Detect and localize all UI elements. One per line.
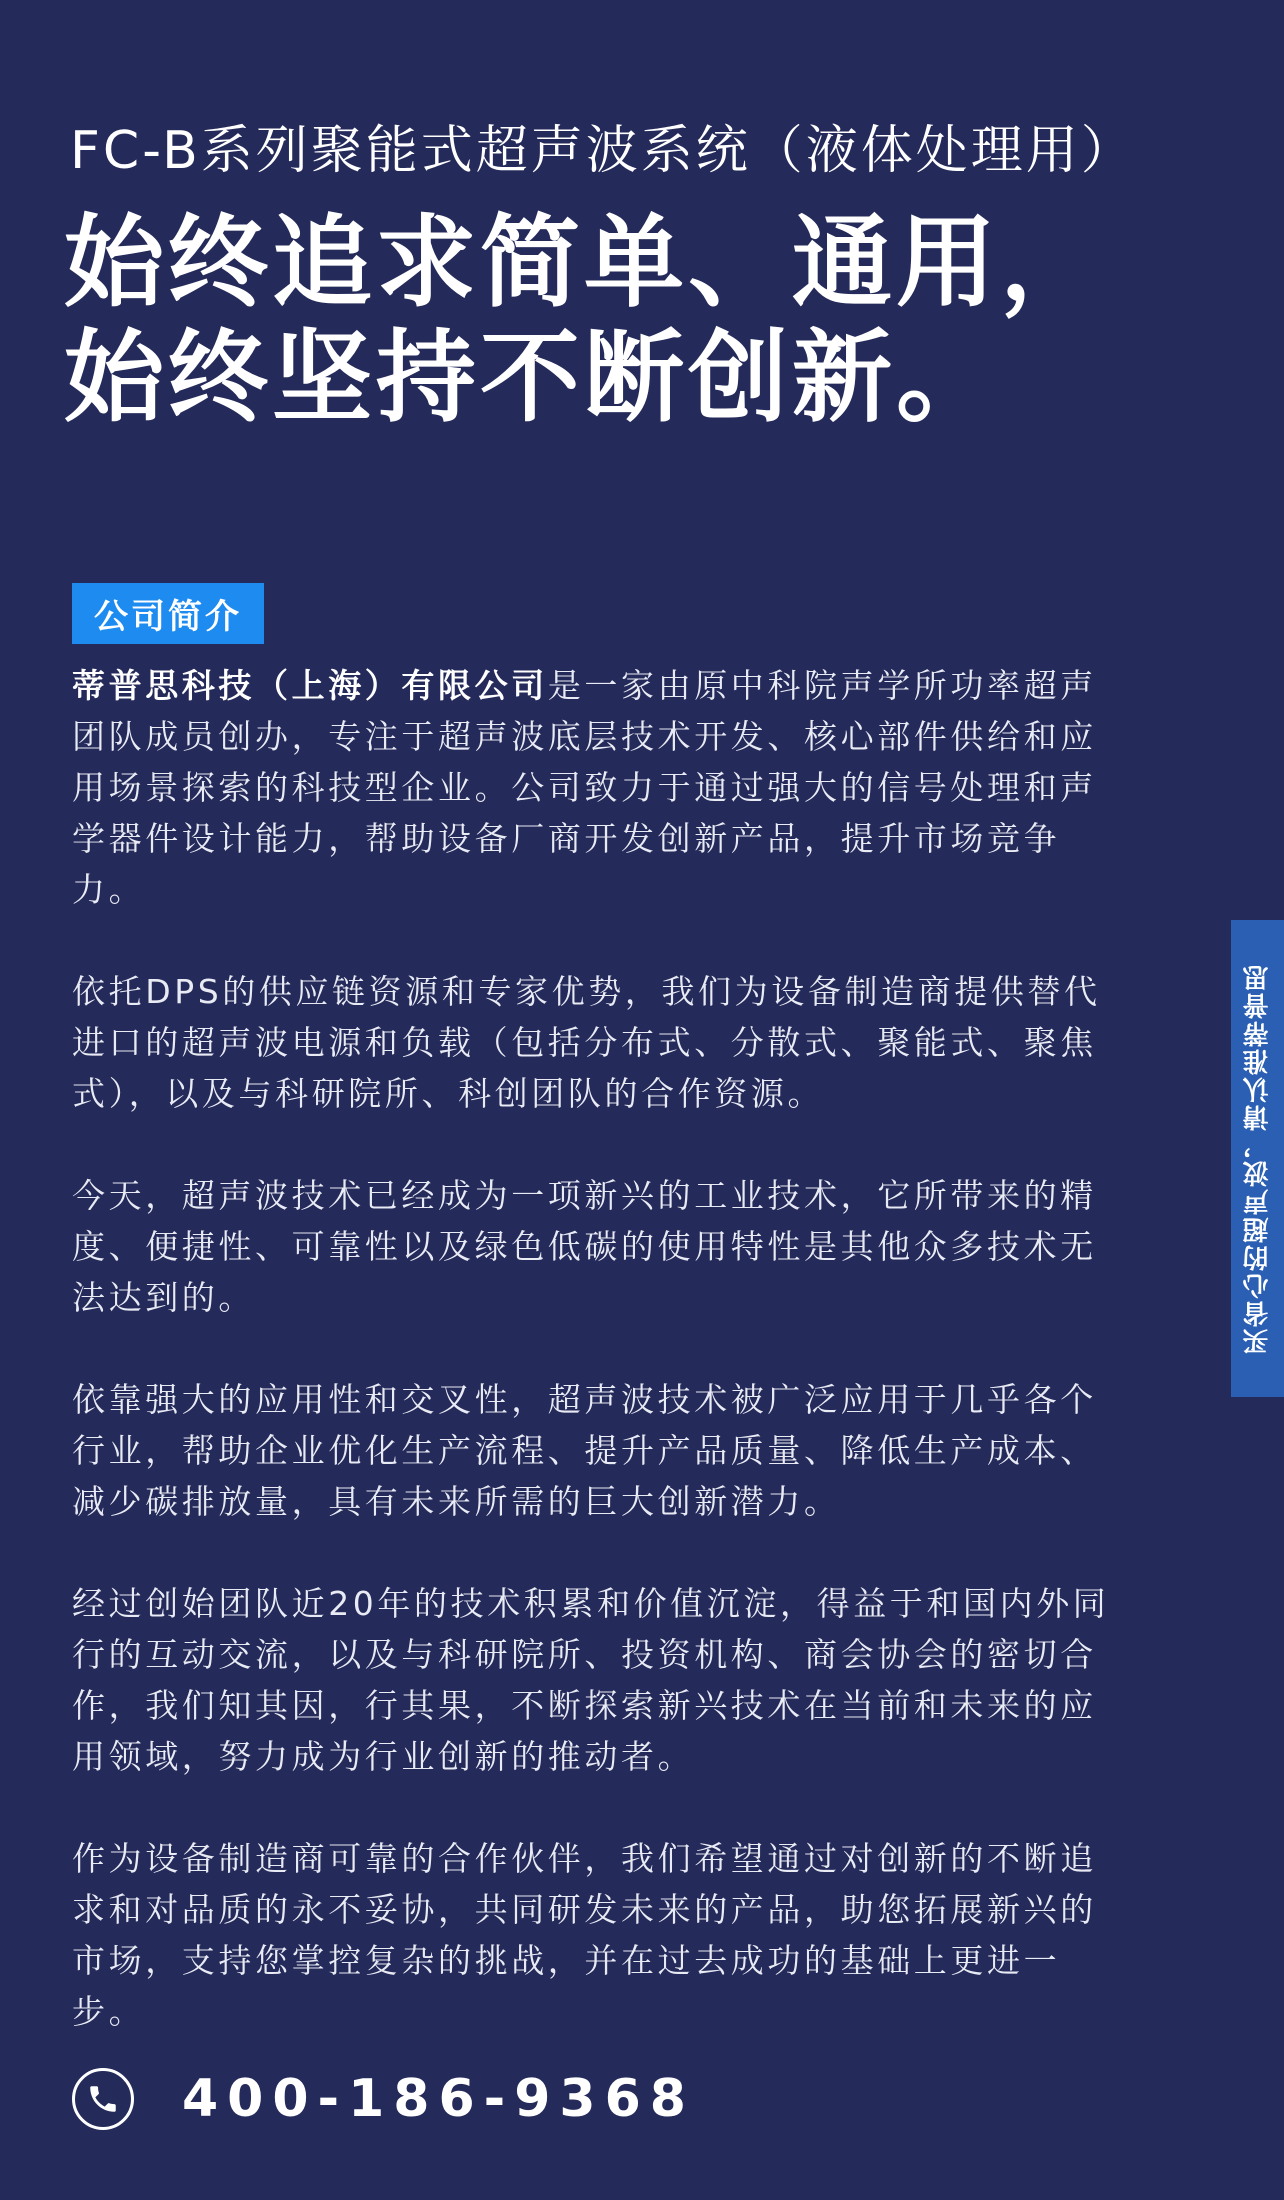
- phone-icon: [72, 2068, 134, 2130]
- paragraph-4: 依靠强大的应用性和交叉性，超声波技术被广泛应用于几乎各个行业，帮助企业优化生产流程、提升产品质量、降低生产成本、减少碳排放量，具有未来所需的巨大创新潜力。: [72, 1380, 1097, 1521]
- company-name: 蒂普思科技（上海）有限公司: [72, 666, 548, 705]
- paragraph-3: 今天，超声波技术已经成为一项新兴的工业技术，它所带来的精度、便捷性、可靠性以及绿色低碳的使用特性是其他众多技术无法达到的。: [72, 1176, 1097, 1317]
- paragraph-6: 作为设备制造商可靠的合作伙伴，我们希望通过对创新的不断追求和对品质的永不妥协，共同研发未来的产品，助您拓展新兴的市场，支持您掌控复杂的挑战，并在过去成功的基础上更进一步。: [72, 1839, 1097, 2031]
- headline-line-1: 始终追求简单、通用，: [64, 204, 1104, 321]
- headline: [64, 205, 1104, 435]
- side-slogan-tab[interactable]: [1231, 920, 1284, 1397]
- side-slogan-text: 买省心的超声波，请认准蒂普思: [1243, 962, 1273, 1355]
- paragraph-2: 依托DPS的供应链资源和专家优势，我们为设备制造商提供替代进口的超声波电源和负载（包括分布式、分散式、聚能式、聚焦式），以及与科研院所、科创团队的合作资源。: [72, 972, 1101, 1113]
- paragraph-5: 经过创始团队近20年的技术积累和价值沉淀，得益于和国内外同行的互动交流，以及与科研院所、投资机构、商会协会的密切合作，我们知其因，行其果，不断探索新兴技术在当前和未来的应用领域，努力成为行业创新的推动者。: [72, 1584, 1110, 1776]
- section-tag: 公司简介: [72, 583, 264, 644]
- contact-row[interactable]: [72, 2068, 695, 2130]
- intro-text: 是一家由原中科院声学所功率超声团队成员创办，专注于超声波底层技术开发、核心部件供给和应用场景探索的科技型企业。公司致力于通过强大的信号处理和声学器件设计能力，帮助设备厂商开发创新产品，提升市场竞争力。: [72, 666, 1097, 909]
- headline-line-2: 始终坚持不断创新。: [64, 319, 1000, 436]
- series-subtitle: FC-B系列聚能式超声波系统（液体处理用）: [70, 121, 1136, 181]
- phone-number[interactable]: 400-186-9368: [182, 2069, 695, 2129]
- company-intro: [72, 660, 1112, 2088]
- intro-paragraph: [72, 660, 1112, 915]
